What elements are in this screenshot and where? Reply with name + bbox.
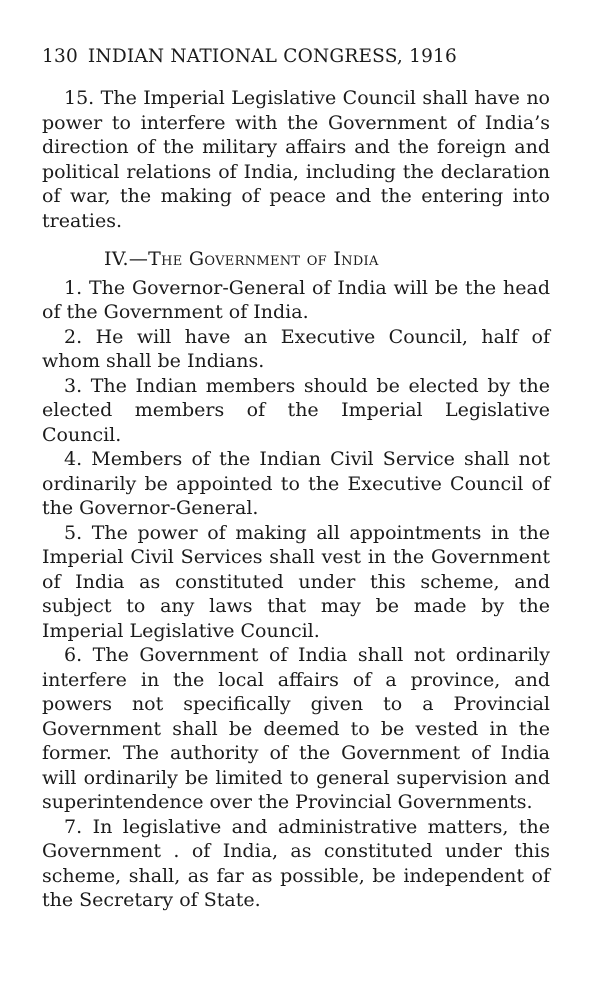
paragraph-5: 5. The power of making all appointments in the Imperial Civil Services shall vest in the Government of India as constituted under this scheme, and subject to any laws that may be made by the Imperial Legislative Council. xyxy=(42,521,550,642)
body-text xyxy=(42,86,550,913)
page-number: 130 xyxy=(42,46,78,67)
section-heading: IV.—The Government of India xyxy=(104,248,379,270)
paragraph-3: 3. The Indian members should be elected by the elected members of the Imperial Legislative Council. xyxy=(42,374,550,446)
paragraph-6: 6. The Government of India shall not ordinarily interfere in the local affairs of a province, and powers not specifically given to a Provincial Government shall be deemed to be vested in the former. The authority of the Government of India will ordinarily be limited to general supervision and superintendence over the Provincial Governments. xyxy=(42,644,550,813)
paragraph-7: 7. In legislative and administrative matters, the Government . of India, as constituted under this scheme, shall, as far as possible, be independent of the Secretary of State. xyxy=(42,815,550,911)
running-header xyxy=(42,44,562,70)
paragraph-15: 15. The Imperial Legislative Council shall have no power to interfere with the Government of India’s direction of the military affairs and the foreign and political relations of India, including the declaration of war, the making of peace and the entering into treaties. xyxy=(42,87,550,232)
paragraph-4: 4. Members of the Indian Civil Service shall not ordinarily be appointed to the Executive Council of the Governor-General. xyxy=(42,448,550,519)
running-title: INDIAN NATIONAL CONGRESS, 1916 xyxy=(87,46,457,67)
paragraph-1: 1. The Governor-General of India will be the head of the Government of India. xyxy=(42,276,550,323)
paragraph-2: 2. He will have an Executive Council, half of whom shall be Indians. xyxy=(42,325,550,372)
